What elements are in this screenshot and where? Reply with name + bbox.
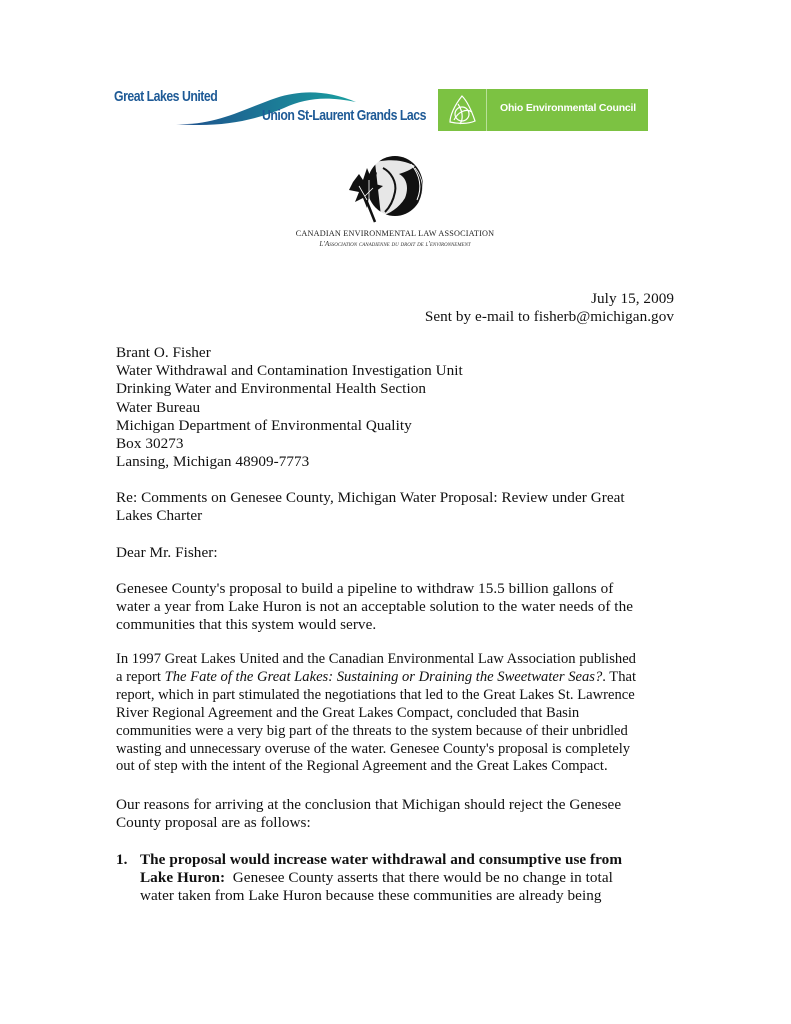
cela-name-en: CANADIAN ENVIRONMENTAL LAW ASSOCIATION xyxy=(295,229,495,238)
logo-divider xyxy=(486,89,487,131)
paragraph-3 xyxy=(116,796,691,832)
paragraph-line: Our reasons for arriving at the conclusion that Michigan should reject the Genesee xyxy=(116,796,622,813)
address-line: Lansing, Michigan 48909-7773 xyxy=(116,453,310,471)
address-line: Brant O. Fisher xyxy=(116,344,211,361)
text-run: Genesee County asserts that there would be no change in total xyxy=(225,869,613,887)
text-run: a report xyxy=(116,668,165,685)
date-block xyxy=(425,290,674,326)
cela-name-fr: L'Association canadienne du droit de l'environnement xyxy=(319,240,471,248)
sent-by-line: Sent by e-mail to fisherb@michigan.gov xyxy=(424,308,674,326)
address-line: Drinking Water and Environmental Health Section xyxy=(116,380,426,398)
address-line: Michigan Department of Environmental Quality xyxy=(116,416,412,434)
paragraph-line: Genesee County's proposal to build a pipeline to withdraw 15.5 billion gallons of xyxy=(116,580,614,597)
paragraph-line: River Regional Agreement and the Great Lakes Compact, concluded that Basin xyxy=(116,704,580,721)
paragraph-line: water a year from Lake Huron is not an acceptable solution to the water needs of the xyxy=(116,598,633,616)
address-line: Water Bureau xyxy=(116,398,201,416)
recipient-address xyxy=(116,344,463,471)
paragraph-line: wasting and unnecessary overuse of the water. Genesee County's proposal is completely xyxy=(116,740,631,757)
paragraph-line: communities were a very big part of the threats to the system because of their unbridled xyxy=(116,722,628,739)
ohio-environmental-council-logo xyxy=(438,89,648,131)
cela-emblem xyxy=(345,152,431,226)
paragraph-line: communities that this system would serve. xyxy=(116,616,377,634)
subject-text: Lakes Charter xyxy=(116,507,203,525)
paragraph-line: report, which in part stimulated the negotiations that led to the Great Lakes St. Lawrence xyxy=(116,686,635,703)
subject-text: Re: Comments on Genesee County, Michigan Water Proposal: Review under Great xyxy=(116,489,625,506)
paragraph-1 xyxy=(116,580,691,635)
maple-leaf-face-icon xyxy=(345,152,431,226)
great-lakes-united-logo xyxy=(114,86,426,130)
glu-name-fr: Union St-Laurent Grands Lacs xyxy=(262,107,426,124)
oec-name: Ohio Environmental Council xyxy=(500,102,636,114)
letter-date: July 15, 2009 xyxy=(591,290,674,307)
text-run: . That xyxy=(602,668,637,685)
paragraph-line xyxy=(116,669,696,687)
address-line: Water Withdrawal and Contamination Investigation Unit xyxy=(116,362,463,380)
glu-name-en: Great Lakes United xyxy=(114,88,218,105)
list-item-body xyxy=(140,851,695,906)
paragraph-2 xyxy=(116,651,696,776)
paragraph-line: County proposal are as follows: xyxy=(116,814,311,832)
triquetra-icon xyxy=(444,92,480,128)
salutation: Dear Mr. Fisher: xyxy=(116,544,218,561)
paragraph-line: out of step with the intent of the Regional Agreement and the Great Lakes Compact. xyxy=(116,758,608,775)
subject-line xyxy=(116,489,686,525)
list-line: water taken from Lake Huron because these communities are already being xyxy=(140,887,602,905)
list-number: 1. xyxy=(116,851,128,868)
list-heading: The proposal would increase water withdrawal and consumptive use from xyxy=(140,851,623,868)
paragraph-line: In 1997 Great Lakes United and the Canadian Environmental Law Association published xyxy=(116,651,636,667)
list-line xyxy=(140,869,695,887)
list-heading: Lake Huron: xyxy=(140,869,226,887)
address-line: Box 30273 xyxy=(116,435,184,453)
report-title: The Fate of the Great Lakes: Sustaining or Draining the Sweetwater Seas? xyxy=(164,668,603,685)
